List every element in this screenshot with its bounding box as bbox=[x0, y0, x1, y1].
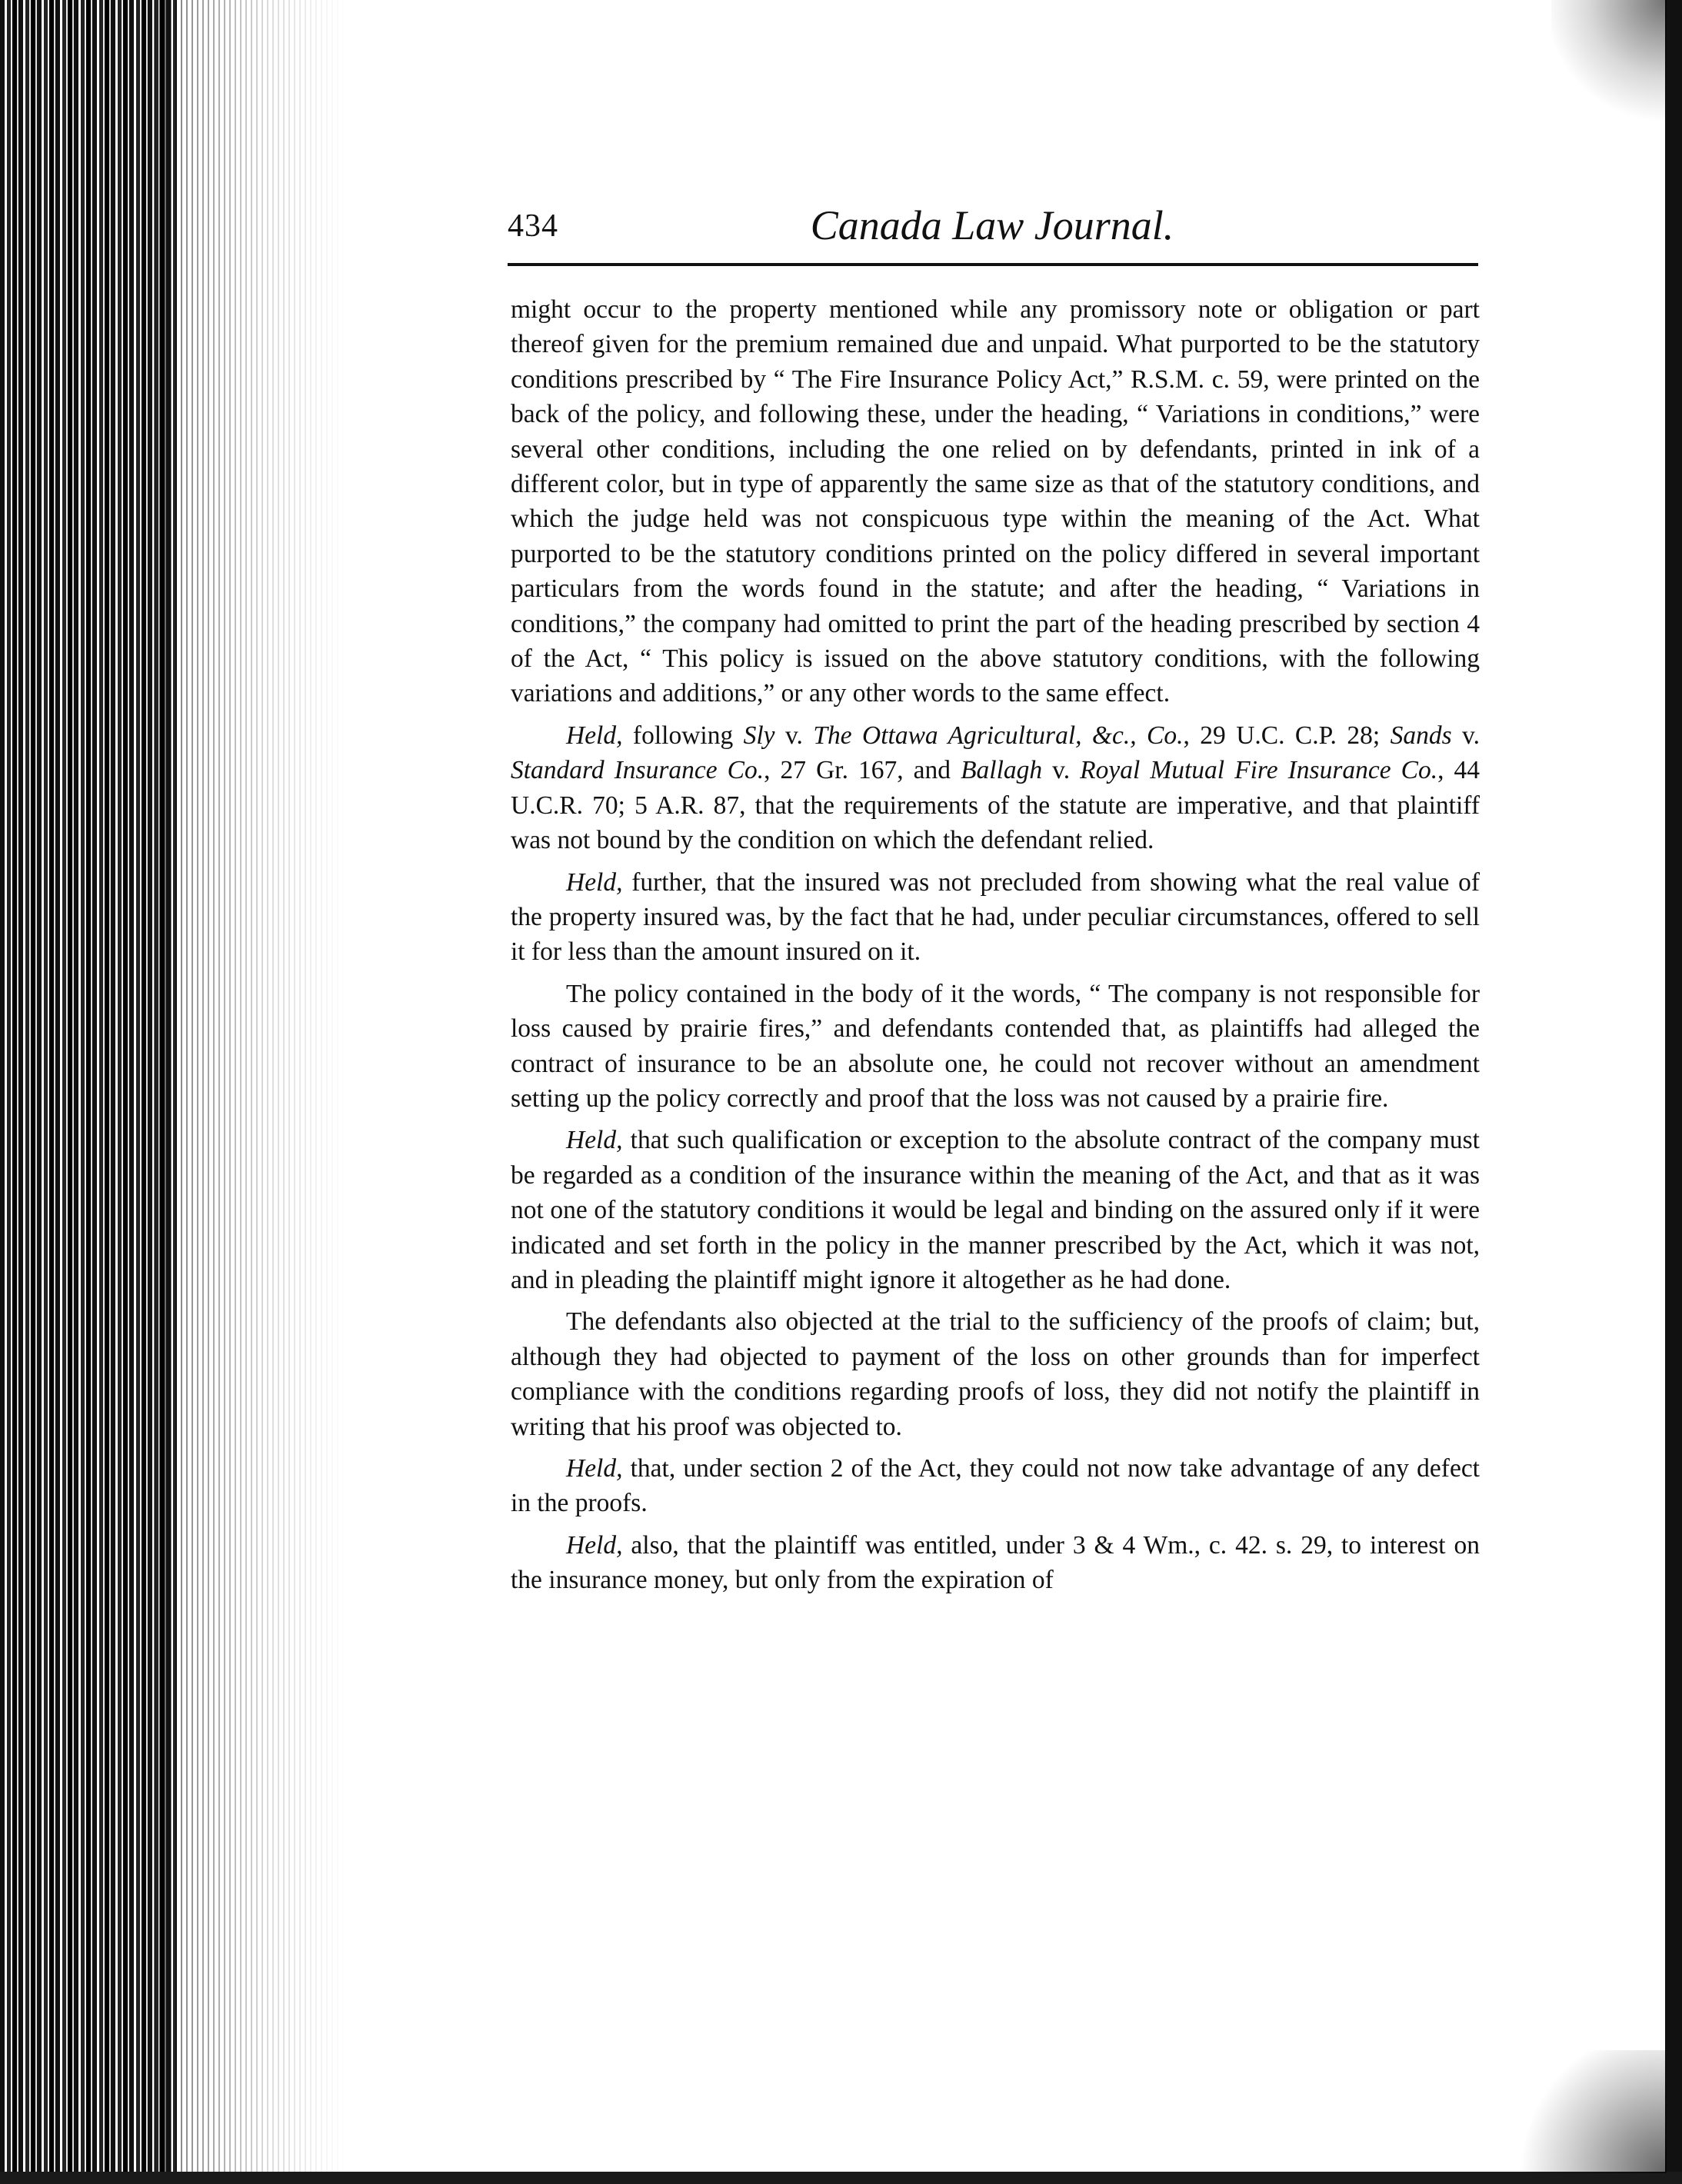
paragraph-held-2: Held, further, that the insured was not precluded from showing what the real value of the property insured was, by the fact that he had, under peculiar circumstances, offered to sell it for less than the amount insured on it. bbox=[511, 867, 1480, 967]
page-bottom-edge bbox=[0, 2172, 1682, 2184]
held-label: Held, bbox=[566, 1126, 623, 1155]
paragraph-policy: The policy contained in the body of it the words, “ The company is not responsible for loss caused by prairie fires,” and defendants contended that, as plaintiffs had alleged the contract of insurance to be an absolute one, he could not recover without an amendment setting up the policy correctly and proof that the loss was not caused by a prairie fire. bbox=[511, 979, 1480, 1113]
book-binding-edge bbox=[0, 0, 177, 2184]
held-label: Held, bbox=[566, 1530, 623, 1560]
paragraph-held-5: Held, also, that the plaintiff was entitled, under 3 & 4 Wm., c. 42. s. 29, to interest on the insurance money, but only from the expiration of bbox=[511, 1530, 1480, 1595]
paragraph-facts: might occur to the property mentioned while any promissory note or obligation or part thereof given for the premium remained due and unpaid. What purported to be the statutory conditions prescribed by “ The Fire Insurance Policy Act,” R.S.M. c. 59, were printed on the back of the policy, and following these, under the heading, “ Variations in conditions,” were several other conditions, including the one relied on by defendants, printed in ink of a different color, but in type of apparently the same size as that of the statutory conditions, and which the judge held was not conspicuous type within the meaning of the Act. What purported to be the statutory conditions printed on the policy differed in several important particulars from the words found in the statute; and after the heading, “ Variations in conditions,” the company had omitted to print the part of the heading prescribed by section 4 of the Act, “ This policy is issued on the above statutory conditions, with the following variations and additions,” or any other words to the same effect. bbox=[511, 295, 1480, 708]
case-name: Sly bbox=[743, 721, 775, 750]
journal-title: Canada Law Journal. bbox=[810, 202, 1174, 248]
held-label: Held, bbox=[566, 1454, 623, 1483]
case-name: Royal Mutual Fire Insurance Co. bbox=[1080, 756, 1438, 785]
case-name: Standard Insurance Co. bbox=[511, 756, 764, 785]
article-body bbox=[511, 292, 1480, 1598]
page-right-edge bbox=[1665, 0, 1682, 2184]
paragraph-objection: The defendants also objected at the trial to the sufficiency of the proofs of claim; but, although they had objected to payment of the loss on other grounds than for imperfect compliance with the conditions regarding proofs of loss, they did not notify the plaintiff in writing that his proof was objected to. bbox=[511, 1307, 1480, 1441]
page-number: 434 bbox=[508, 208, 558, 244]
paragraph-held-3: Held, that such qualification or exception to the absolute contract of the company must be regarded as a condition of the insurance within the meaning of the Act, and that as it was not one of the statutory conditions it would be legal and binding on the assured only if it were indicated and set forth in the policy in the manner prescribed by the Act, which it was not, and in pleading the plaintiff might ignore it altogether as he had done. bbox=[511, 1126, 1480, 1294]
paragraph-held-4: Held, that, under section 2 of the Act, they could not now take advantage of any defect in the proofs. bbox=[511, 1454, 1480, 1518]
case-name: Sands bbox=[1390, 721, 1452, 750]
header-rule bbox=[508, 263, 1478, 266]
page-corner-shadow-top bbox=[1551, 0, 1667, 131]
case-name: The Ottawa Agricultural, &c., Co. bbox=[813, 721, 1184, 750]
running-header bbox=[508, 201, 1477, 271]
held-label: Held, bbox=[566, 867, 623, 897]
binding-shadow bbox=[154, 0, 346, 2184]
case-name: Ballagh bbox=[961, 756, 1043, 785]
paragraph-held-1: Held, following Sly v. The Ottawa Agricultural, &c., Co., 29 U.C. C.P. 28; Sands v. Standard Insurance Co., 27 Gr. 167, and Ballagh v. Royal Mutual Fire Insurance Co., 44 U.C.R. 70; 5 A.R. 87, that the requirements of the statute are imperative, and that plaintiff was not bound by the condition on which the defendant relied. bbox=[511, 721, 1480, 855]
held-label: Held, bbox=[566, 721, 623, 750]
page-corner-shadow-bottom bbox=[1497, 2050, 1667, 2173]
